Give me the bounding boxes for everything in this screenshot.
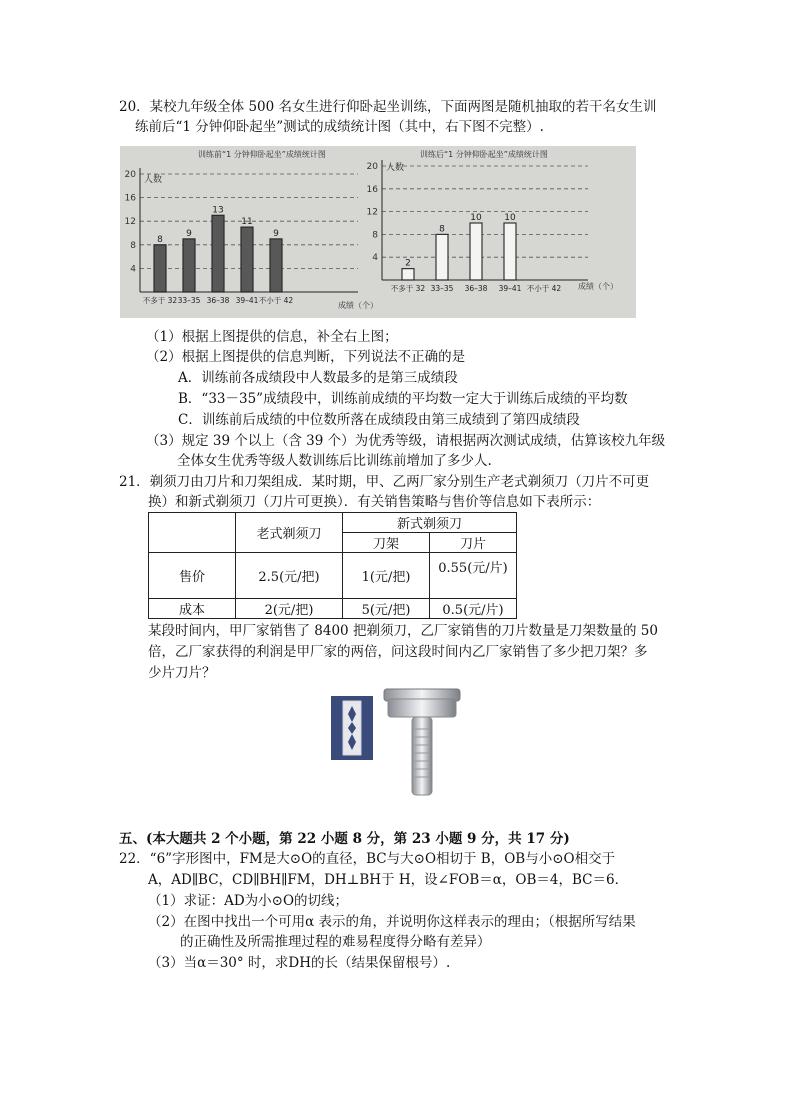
- q20-option-b: B．“33－35”成绩段中，训练前成绩的平均数一定大于训练后成绩的平均数: [178, 391, 628, 407]
- chart-after-ytick: 20: [366, 162, 378, 172]
- q20-line-1: 20．某校九年级全体 500 名女生进行仰卧起坐训练，下面两图是随机抽取的若干名女生训: [119, 99, 657, 115]
- chart-after-bar: [504, 223, 516, 280]
- table-header-holder: 刀架: [343, 533, 430, 553]
- table-row-price-label: 售价: [149, 553, 236, 599]
- q20-option-c: C．训练前后成绩的中位数所落在成绩段由第三成绩到了第四成绩段: [178, 412, 580, 428]
- chart-before-bar-label: 9: [273, 228, 279, 239]
- table-row-cost-label: 成本: [149, 599, 236, 619]
- chart-after-ytick: 4: [372, 253, 378, 264]
- chart-after-bar: [470, 223, 482, 280]
- chart-before-bar-label: 13: [212, 205, 224, 216]
- q21-after-1: 某段时间内，甲厂家销售了 8400 把剃须刀，乙厂家销售的刀片数量是刀架数量的 50: [148, 623, 658, 639]
- chart-before-title: 训练前“1 分钟仰卧起坐”成绩统计图: [198, 150, 326, 159]
- chart-before-xtick: 不小于 42: [258, 296, 294, 305]
- chart-before-bar: [270, 239, 282, 292]
- chart-before: [125, 149, 378, 310]
- chart-before-bar: [212, 215, 224, 292]
- q22-sub-2a: （2）在图中找出一个可用α 表示的角，并说明你这样表示的理由；（根据所写结果: [148, 914, 636, 930]
- chart-before-xtick: 36–38: [206, 296, 230, 305]
- chart-after: [367, 149, 618, 293]
- table-header-blade: 刀片: [430, 533, 517, 553]
- chart-after-ytick: 8: [372, 230, 378, 241]
- chart-before-xtick: 不多于 32: [142, 296, 178, 305]
- table-header-old: 老式剃须刀: [236, 513, 343, 553]
- table-corner: [149, 513, 236, 553]
- chart-after-title: 训练后“1 分钟仰卧起坐”成绩统计图: [420, 150, 548, 159]
- chart-before-bar-label: 8: [157, 234, 163, 245]
- chart-after-bar-label: 2: [405, 258, 411, 269]
- chart-before-xlabel: 成绩（个）: [338, 301, 378, 310]
- chart-after-bar: [436, 234, 448, 280]
- q21-after-2: 倍，乙厂家获得的利润是甲厂家的两倍，问这段时间内乙厂家销售了多少把刀架？多: [148, 644, 648, 660]
- table-price-old: 2.5(元/把): [236, 553, 343, 599]
- chart-before-ytick: 16: [124, 193, 136, 204]
- section-5-heading: 五、(本大题共 2 个小题，第 22 小题 8 分，第 23 小题 9 分，共 17 分): [119, 831, 570, 847]
- chart-before-bar: [241, 227, 253, 292]
- chart-after-xtick: 不多于 32: [390, 284, 426, 293]
- chart-before-xtick: 33–35: [177, 296, 201, 305]
- chart-after-bar-label: 10: [470, 213, 482, 223]
- chart-before-ytick: 4: [130, 264, 136, 275]
- chart-after-bar: [402, 269, 414, 280]
- q20-sub-3b: 全体女生优秀等级人数训练后比训练前增加了多少人.: [177, 453, 492, 469]
- q20-option-a: A．训练前各成绩段中人数最多的是第三成绩段: [178, 370, 458, 386]
- q22-sub-3: （3）当α＝30° 时，求DH的长（结果保留根号）.: [148, 955, 451, 971]
- q21-line-2: 换）和新式剃须刀（刀片可更换）．有关销售策略与售价等信息如下表所示：: [148, 494, 601, 510]
- table-cost-old: 2(元/把): [236, 599, 343, 619]
- chart-before-bar-label: 9: [186, 228, 192, 239]
- table-cost-holder: 5(元/把): [343, 599, 430, 619]
- chart-before-ytick: 12: [124, 217, 136, 228]
- chart-after-xtick: 36–38: [464, 284, 488, 293]
- q22-line-2: A，AD∥BC，CD∥BH∥FM，DH⊥BH于 H，设∠FOB＝α，OB＝4，BC＝6．: [148, 872, 629, 888]
- chart-after-ylabel: 人数: [386, 163, 405, 173]
- chart-before-bar-label: 11: [241, 217, 253, 228]
- chart-after-ytick: 16: [366, 184, 378, 195]
- chart-after-xlabel: 成绩（个）: [578, 282, 618, 291]
- q20-sub-1: （1）根据上图提供的信息，补全右上图；: [146, 329, 398, 345]
- q21-line-1: 21．剃须刀由刀片和刀架组成．某时期，甲、乙两厂家分别生产老式剃须刀（刀片不可更: [119, 474, 650, 490]
- chart-after-xtick: 39–41: [498, 284, 522, 293]
- chart-before-ylabel: 人数: [144, 175, 163, 185]
- table-cost-blade: 0.5(元/片): [430, 599, 517, 619]
- table-price-blade: 0.55(元/片): [430, 553, 517, 599]
- chart-before-xtick: 39–41: [235, 296, 259, 305]
- chart-after-xtick: 33–35: [430, 284, 454, 293]
- table-price-holder: 1(元/把): [343, 553, 430, 599]
- chart-before-ytick: 20: [124, 170, 136, 180]
- q20-sub-3a: （3）规定 39 个以上（含 39 个）为优秀等级，请根据两次测试成绩，估算该校九年级: [146, 433, 666, 449]
- chart-after-xtick: 不小于 42: [526, 284, 562, 293]
- q20-sub-2: （2）根据上图提供的信息判断，下列说法不正确的是: [146, 349, 466, 365]
- blade-image: [331, 696, 373, 760]
- chart-after-bar-label: 8: [439, 224, 445, 235]
- q22-line-1: 22．“6”字形图中，FM是大⊙O的直径，BC与大⊙O相切于 B，OB与小⊙O相交于: [119, 851, 616, 867]
- razor-image: [382, 685, 462, 803]
- q21-after-3: 少片刀片？: [148, 665, 216, 681]
- price-table: [148, 512, 517, 619]
- q20-line-2: 练前后“1 分钟仰卧起坐”测试的成绩统计图（其中，右下图不完整）.: [135, 119, 544, 135]
- chart-after-bar-label: 10: [504, 213, 516, 223]
- chart-before-bar: [154, 245, 166, 292]
- chart-before-ytick: 8: [130, 240, 136, 251]
- q22-sub-2b: 的正确性及所需推理过程的难易程度得分略有差异）: [180, 934, 491, 950]
- chart-photo: [120, 146, 636, 318]
- table-header-new: 新式剃须刀: [343, 513, 517, 533]
- q22-sub-1: （1）求证：AD为小⊙O的切线；: [148, 893, 349, 909]
- chart-after-ytick: 12: [366, 207, 378, 218]
- chart-before-bar: [183, 239, 195, 292]
